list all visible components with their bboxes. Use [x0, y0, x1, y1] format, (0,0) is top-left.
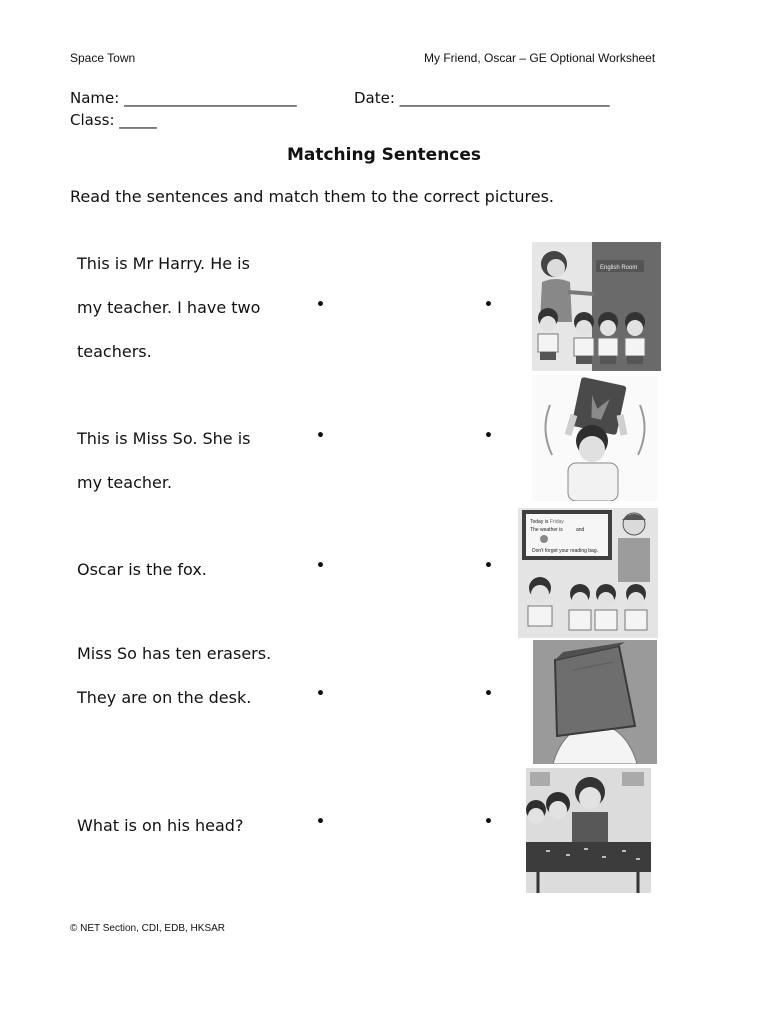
right-match-dot-5[interactable]: • — [484, 814, 493, 830]
teacher-at-desk-picture — [526, 768, 651, 893]
right-match-dot-3[interactable]: • — [484, 558, 493, 574]
header-left: Space Town — [70, 51, 136, 65]
footer-copyright: © NET Section, CDI, EDB, HKSAR — [70, 923, 226, 934]
sentence-line: This is Mr Harry. He is — [77, 254, 250, 273]
sentence-line: teachers. — [77, 342, 152, 361]
sentence-1 — [77, 242, 260, 374]
sentence-2 — [77, 417, 251, 505]
worksheet-title: Matching Sentences — [286, 145, 482, 165]
sentence-5 — [77, 804, 243, 848]
classroom-female-teacher-picture — [532, 242, 661, 371]
classroom-female-teacher-icon — [532, 242, 661, 371]
sentence-3 — [77, 548, 207, 592]
sun-icon — [540, 535, 548, 543]
boy-holding-fox-book-icon — [532, 375, 658, 501]
right-match-dot-1[interactable]: • — [484, 297, 493, 313]
left-match-dot-1[interactable]: • — [316, 297, 325, 313]
left-match-dot-5[interactable]: • — [316, 814, 325, 830]
board-line-2b: and — [576, 527, 585, 533]
board-line-3: Don't forget your reading bag. — [532, 548, 598, 554]
male-teacher-whiteboard-icon — [518, 508, 658, 638]
instructions: Read the sentences and match them to the correct pictures. — [70, 187, 554, 206]
boy-holding-fox-book-picture — [532, 375, 658, 501]
right-match-dot-4[interactable]: • — [484, 686, 493, 702]
sentence-line: Oscar is the fox. — [77, 560, 207, 579]
sentence-line: They are on the desk. — [77, 688, 252, 707]
right-match-dot-2[interactable]: • — [484, 428, 493, 444]
male-teacher-whiteboard-picture — [518, 508, 658, 638]
board-line-2a: The weather is — [530, 527, 563, 533]
date-field[interactable]: Date: ____________________________ — [354, 89, 610, 107]
bag-on-head-icon — [533, 640, 657, 764]
bag-on-head-picture — [533, 640, 657, 764]
name-field[interactable]: Name: _______________________ — [70, 89, 297, 107]
header-right: My Friend, Oscar – GE Optional Worksheet — [424, 51, 656, 65]
sentence-line: This is Miss So. She is — [77, 429, 251, 448]
board-blank-1: Friday — [550, 519, 564, 525]
left-match-dot-2[interactable]: • — [316, 428, 325, 444]
sentence-line: Miss So has ten erasers. — [77, 644, 272, 663]
sentence-line: my teacher. — [77, 473, 173, 492]
sentence-4 — [77, 632, 271, 720]
classroom-sign: English Room — [600, 265, 638, 271]
class-field[interactable]: Class: _____ — [70, 111, 157, 129]
sentence-line: What is on his head? — [77, 816, 244, 835]
left-match-dot-3[interactable]: • — [316, 558, 325, 574]
sentence-line: my teacher. I have two — [77, 298, 261, 317]
teacher-at-desk-icon — [526, 768, 651, 893]
board-line-1: Today is — [530, 519, 549, 525]
left-match-dot-4[interactable]: • — [316, 686, 325, 702]
